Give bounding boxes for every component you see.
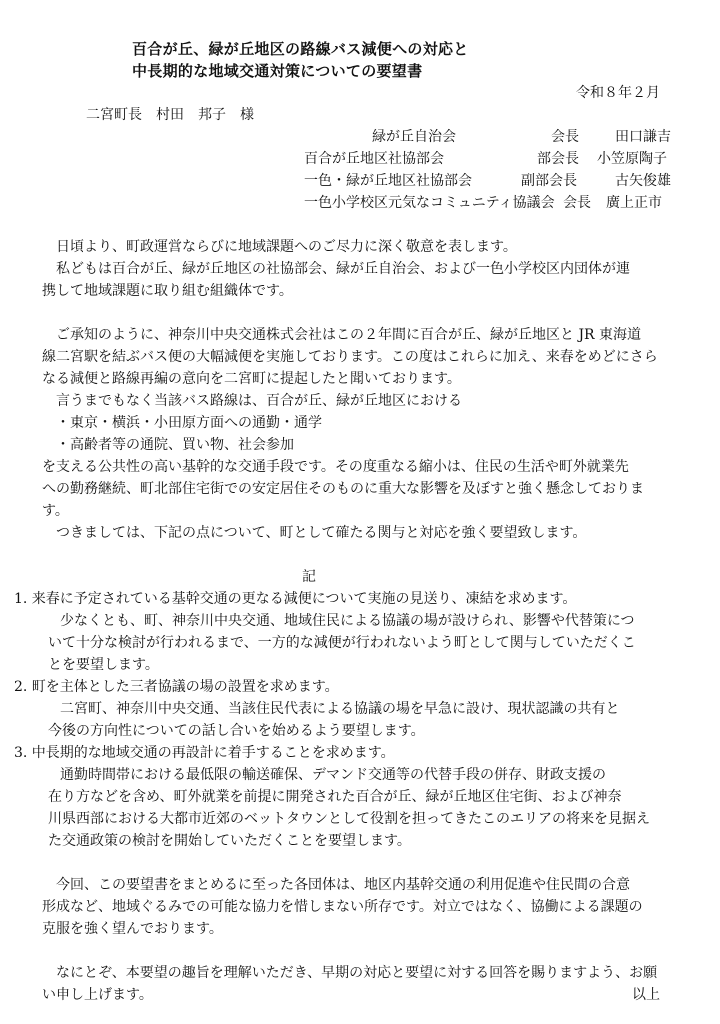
text-line: への勤務継続、町北部住宅街での安定居住そのものに重大な影響を及ぼすと強く懸念しておりま — [42, 481, 644, 497]
text-line: 携して地域課題に取り組む組織体です。 — [42, 283, 293, 299]
sender-org: 百合が丘地区社協部会 — [304, 151, 444, 167]
text-line: を支える公共性の高い基幹的な交通手段です。その度重なる縮小は、住民の生活や町外就業先 — [42, 459, 629, 475]
ijou-marker: 以上 — [632, 987, 660, 1003]
sender-role: 部会長 — [537, 151, 579, 167]
text-line: つきましては、下記の点について、町として確たる関与と対応を強く要望致します。 — [56, 525, 587, 541]
bullet-item: ・高齢者等の通院、買い物、社会参加 — [56, 437, 294, 453]
sender-org: 一色・緑が丘地区社協部会 — [304, 173, 472, 189]
sender-name: 廣上正市 — [606, 195, 662, 211]
text-line: 今回、この要望書をまとめるに至った各団体は、地区内基幹交通の利用促進や住民間の合意 — [56, 877, 630, 893]
background-paragraph — [42, 324, 692, 544]
title-line-2: 中長期的な地域交通対策についての要望書 — [132, 62, 423, 80]
request-body-line: 在り方などを含め、町外就業を前提に開発された百合が丘、緑が丘地区住宅街、および神奈 — [48, 789, 622, 805]
closing-paragraph — [42, 874, 692, 940]
recipient: 二宮町長 村田 邦子 様 — [86, 107, 254, 123]
request-body-line: 川県西部における大都市近郊のベットタウンとして役割を担ってきたこのエリアの将来を見据え — [48, 811, 650, 827]
text-line: 形成など、地域ぐるみでの可能な協力を惜しまない所存です。対立ではなく、協働による課題の — [42, 899, 643, 915]
title-line-1: 百合が丘、緑が丘地区の路線バス減便への対応と — [132, 40, 469, 58]
sender-role: 副部会長 — [521, 173, 577, 189]
final-request-paragraph — [42, 962, 692, 1006]
sender-name: 古矢俊雄 — [615, 173, 671, 189]
text-line: なにとぞ、本要望の趣旨を理解いただき、早期の対応と要望に対する回答を賜りますよう、お願 — [56, 965, 658, 981]
text-line: 日頃より、町政運営ならびに地域課題へのご尽力に深く敬意を表します。 — [56, 239, 517, 255]
request-body-line: いて十分な検討が行われるまで、一方的な減便が行われないよう町として関与していただくこ — [48, 635, 636, 651]
text-line: なる減便と路線再編の意向を二宮町に提起したと聞いております。 — [42, 371, 461, 387]
request-heading: 3. 中長期的な地域交通の再設計に着手することを求めます。 — [14, 745, 395, 761]
sender-role: 会長 — [551, 129, 579, 145]
request-body-line: 通勤時間帯における最低限の輸送確保、デマンド交通等の代替手段の併存、財政支援の — [60, 767, 606, 783]
ki-marker: 記 — [302, 569, 316, 585]
text-line: ご承知のように、神奈川中央交通株式会社はこの２年間に百合が丘、緑が丘地区と JR 東海道 — [56, 327, 642, 343]
document-date: 令和８年２月 — [576, 85, 660, 101]
bullet-item: ・東京・横浜・小田原方面への通勤・通学 — [56, 415, 322, 431]
sender-name: 田口謙吉 — [615, 129, 671, 145]
intro-paragraph — [42, 236, 692, 302]
request-body-line: とを要望します。 — [48, 657, 159, 673]
requests-list — [14, 588, 694, 852]
text-line: 克服を強く望んでおります。 — [42, 921, 223, 937]
text-line: い申し上げます。 — [42, 987, 153, 1003]
sender-name: 小笠原陶子 — [597, 151, 667, 167]
request-body-line: 少なくとも、町、神奈川中央交通、地域住民による協議の場が設けられ、影響や代替策につ — [60, 613, 635, 629]
request-heading: 2. 町を主体とした三者協議の場の設置を求めます。 — [14, 679, 339, 695]
request-body-line: た交通政策の検討を開始していただくことを要望します。 — [48, 833, 411, 849]
request-body-line: 今後の方向性についての話し合いを始めるよう要望します。 — [48, 723, 425, 739]
request-body-line: 二宮町、神奈川中央交通、当該住民代表による協議の場を早急に設け、現状認識の共有と — [60, 701, 620, 717]
text-line: 線二宮駅を結ぶバス便の大幅減便を実施しております。この度はこれらに加え、来春をめどにさら — [42, 349, 658, 365]
sender-org: 一色小学校区元気なコミュニティ協議会 — [304, 195, 555, 211]
text-line: す。 — [42, 503, 69, 519]
sender-role: 会長 — [563, 195, 591, 211]
request-heading: 1. 来春に予定されている基幹交通の更なる減便について実施の見送り、凍結を求めます。 — [14, 591, 577, 607]
sender-org: 緑が丘自治会 — [372, 129, 456, 145]
text-line: 言うまでもなく当該バス路線は、百合が丘、緑が丘地区における — [56, 393, 462, 409]
text-line: 私どもは百合が丘、緑が丘地区の社協部会、緑が丘自治会、および一色小学校区内団体が連 — [56, 261, 630, 277]
